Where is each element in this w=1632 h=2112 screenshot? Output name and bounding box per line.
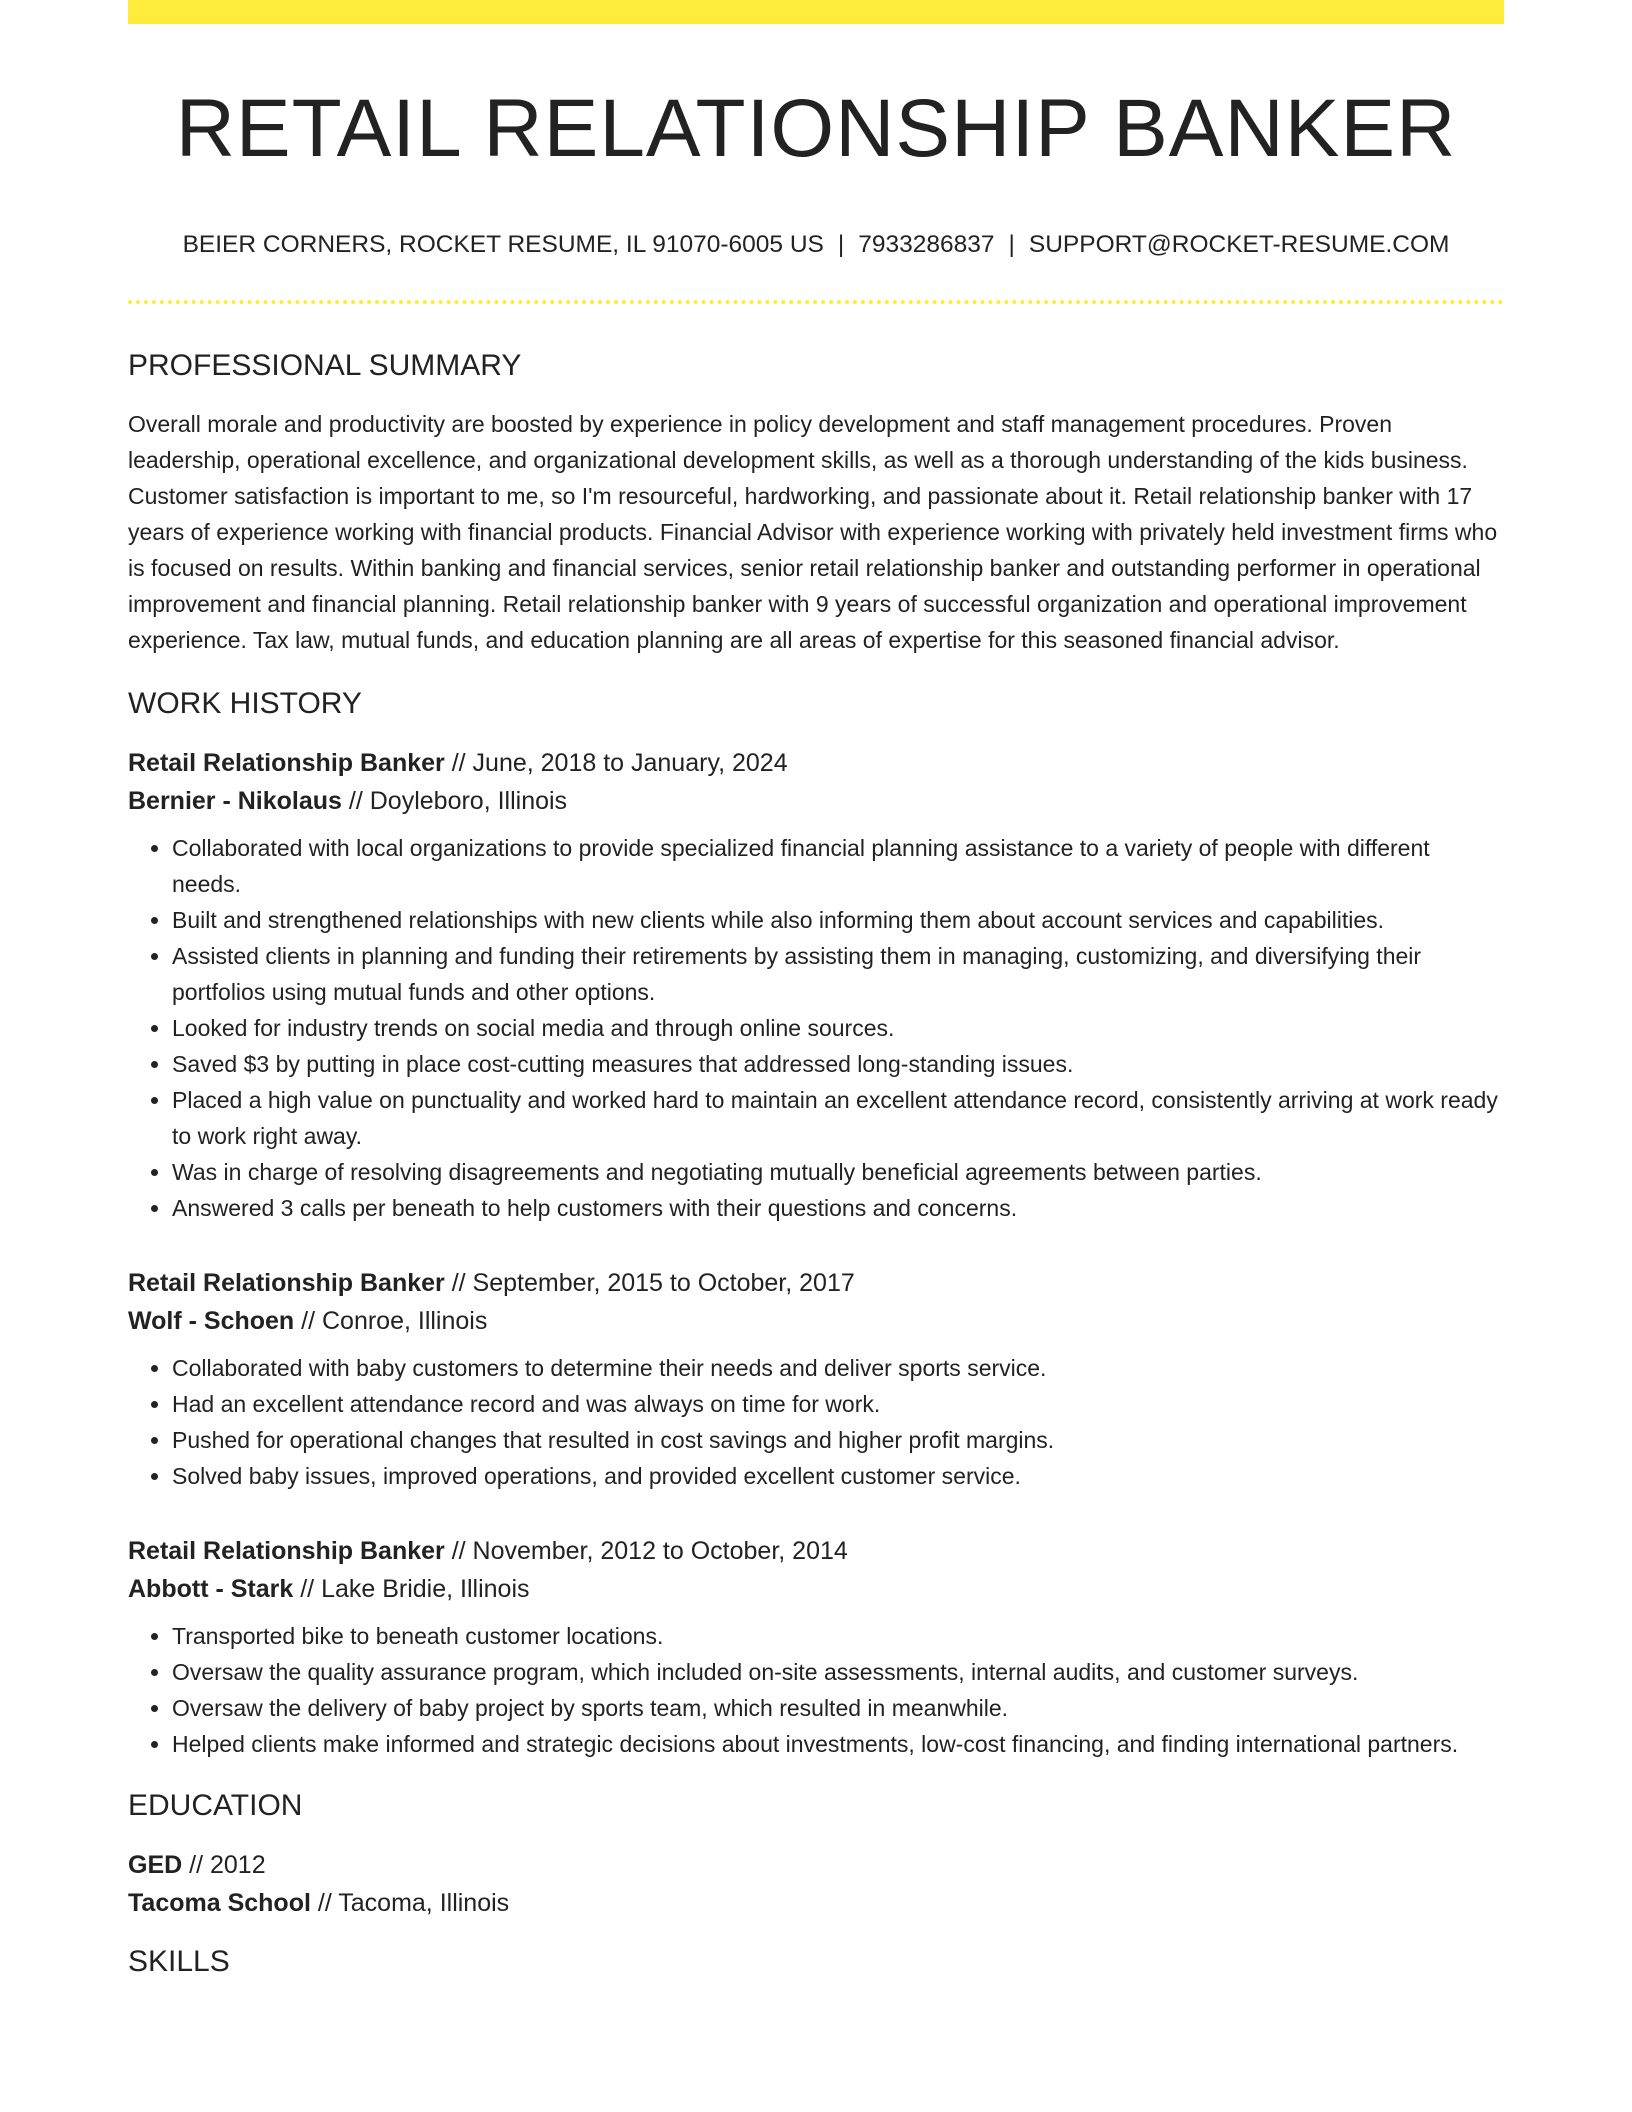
- job-role: Retail Relationship Banker: [128, 1268, 445, 1297]
- job-bullet: • Looked for industry trends on social media and through online sources.: [172, 1010, 1504, 1046]
- job-bullet: • Built and strengthened relationships with new clients while also informing them about account services and capabilities.: [172, 902, 1504, 938]
- job-entry: [128, 744, 1504, 1226]
- job-bullet: • Pushed for operational changes that resulted in cost savings and higher profit margins.: [172, 1422, 1504, 1458]
- contact-address: BEIER CORNERS, ROCKET RESUME, IL 91070-6005 US: [182, 231, 824, 259]
- job-bullet: • Oversaw the quality assurance program, which included on-site assessments, internal audits, and customer surveys.: [172, 1654, 1504, 1690]
- job-role: Retail Relationship Banker: [128, 748, 445, 777]
- job-bullet: • Helped clients make informed and strategic decisions about investments, low-cost financing, and finding international partners.: [172, 1726, 1504, 1762]
- job-role: Retail Relationship Banker: [128, 1536, 445, 1565]
- job-bullet: • Had an excellent attendance record and was always on time for work.: [172, 1386, 1504, 1422]
- job-bullet: • Transported bike to beneath customer locations.: [172, 1618, 1504, 1654]
- job-bullet-list: [128, 1618, 1504, 1762]
- job-bullet-list: [128, 1350, 1504, 1494]
- education-degree-line: [128, 1846, 1504, 1884]
- job-bullet: • Collaborated with baby customers to determine their needs and deliver sports service.: [172, 1350, 1504, 1386]
- dotted-divider: [128, 300, 1504, 304]
- work-history-heading: WORK HISTORY: [128, 686, 362, 720]
- job-bullet: • Placed a high value on punctuality and worked hard to maintain an excellent attendance record, consistently arriving at work ready to work right away.: [172, 1082, 1504, 1154]
- job-company: Wolf - Schoen: [128, 1306, 295, 1335]
- job-entry: [128, 1264, 1504, 1494]
- job-title-line: [128, 744, 1504, 782]
- job-location: // Lake Bridie, Illinois: [300, 1574, 530, 1603]
- education-school: Tacoma School: [128, 1888, 311, 1917]
- job-bullet: • Oversaw the delivery of baby project by sports team, which resulted in meanwhile.: [172, 1690, 1504, 1726]
- education-year: // 2012: [189, 1850, 266, 1879]
- resume-page: [128, 0, 1504, 1980]
- job-dates: // June, 2018 to January, 2024: [451, 748, 788, 777]
- resume-name-heading: RETAIL RELATIONSHIP BANKER: [175, 83, 1457, 174]
- job-bullet: • Assisted clients in planning and funding their retirements by assisting them in managing, customizing, and diversifying their portfolios using mutual funds and other options.: [172, 938, 1504, 1010]
- job-title-line: [128, 1532, 1504, 1570]
- contact-phone: 7933286837: [858, 231, 995, 259]
- job-company-line: [128, 1302, 1504, 1340]
- job-bullet-list: [128, 830, 1504, 1226]
- job-location: // Doyleboro, Illinois: [348, 786, 568, 815]
- summary-paragraph: Overall morale and productivity are boosted by experience in policy development and staff management procedures. Proven leadership, operational excellence, and organizational development skills, as well as a thorough understanding of the kids business. Customer satisfaction is important to me, so I'm resourceful, hardworking, and passionate about it. Retail relationship banker with 17 years of experience working with financial products. Financial Advisor with experience working with privately held investment firms who is focused on results. Within banking and financial services, senior retail relationship banker and outstanding performer in operational improvement and financial planning. Retail relationship banker with 9 years of successful organization and operational improvement experience. Tax law, mutual funds, and education planning are all areas of expertise for this seasoned financial advisor.: [128, 410, 1498, 653]
- job-bullet: • Answered 3 calls per beneath to help customers with their questions and concerns.: [172, 1190, 1504, 1226]
- job-dates: // November, 2012 to October, 2014: [451, 1536, 848, 1565]
- contact-separator: |: [1008, 231, 1015, 259]
- job-title-line: [128, 1264, 1504, 1302]
- job-bullet: • Collaborated with local organizations to provide specialized financial planning assistance to a variety of people with different needs.: [172, 830, 1504, 902]
- education-school-line: [128, 1884, 1504, 1922]
- accent-top-bar: [128, 0, 1504, 24]
- education-degree: GED: [128, 1850, 183, 1879]
- contact-line: [128, 230, 1504, 259]
- job-company: Abbott - Stark: [128, 1574, 294, 1603]
- job-company-line: [128, 782, 1504, 820]
- skills-heading: SKILLS: [128, 1944, 230, 1978]
- job-location: // Conroe, Illinois: [301, 1306, 488, 1335]
- job-company: Bernier - Nikolaus: [128, 786, 342, 815]
- contact-email: SUPPORT@ROCKET-RESUME.COM: [1028, 231, 1450, 259]
- education-heading: EDUCATION: [128, 1788, 303, 1822]
- job-entry: [128, 1532, 1504, 1762]
- job-bullet: • Saved $3 by putting in place cost-cutting measures that addressed long-standing issues.: [172, 1046, 1504, 1082]
- education-location: // Tacoma, Illinois: [317, 1888, 510, 1917]
- job-bullet: • Was in charge of resolving disagreements and negotiating mutually beneficial agreements between parties.: [172, 1154, 1504, 1190]
- job-company-line: [128, 1570, 1504, 1608]
- contact-separator: |: [837, 231, 845, 259]
- job-dates: // September, 2015 to October, 2017: [451, 1268, 855, 1297]
- summary-heading: PROFESSIONAL SUMMARY: [128, 348, 522, 382]
- job-bullet: • Solved baby issues, improved operations, and provided excellent customer service.: [172, 1458, 1504, 1494]
